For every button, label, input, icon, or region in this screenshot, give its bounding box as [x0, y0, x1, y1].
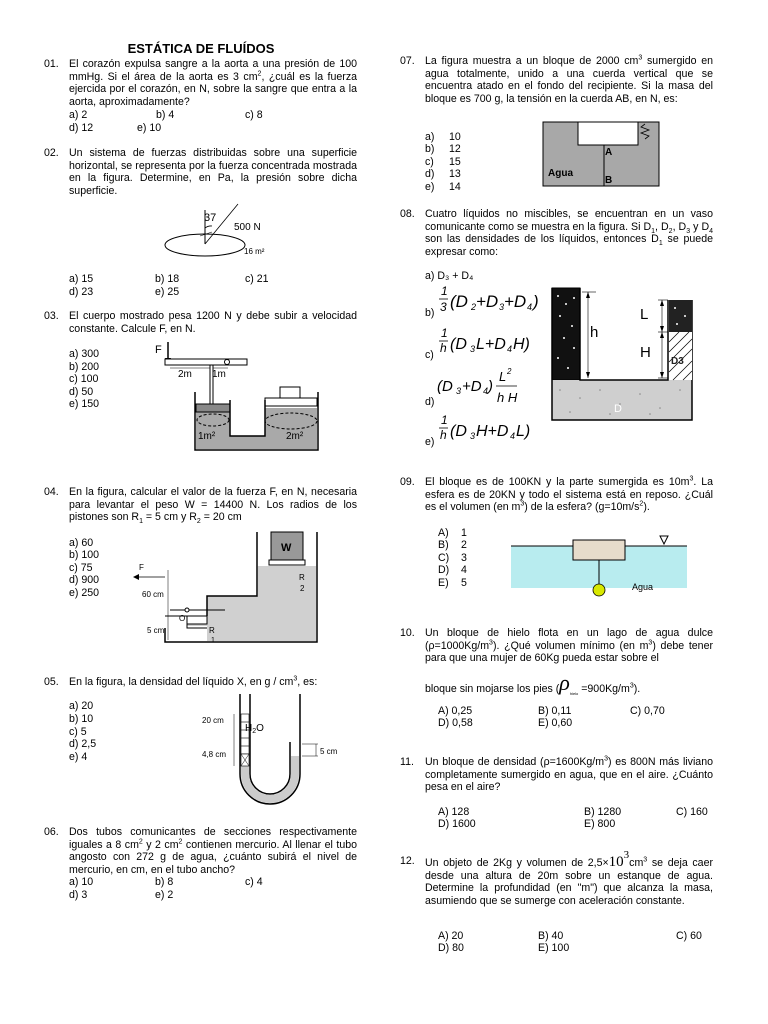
q04-hydraulic-lift-diagram: [125, 530, 325, 650]
option-c[interactable]: c) 4: [245, 876, 263, 888]
option-d[interactable]: D) 4: [438, 564, 467, 576]
distance-label: 5 cm: [147, 626, 165, 635]
option-e[interactable]: e) 10: [137, 122, 162, 134]
page-title: ESTÁTICA DE FLUÍDOS: [127, 41, 275, 56]
option-a[interactable]: A) 128: [438, 806, 470, 818]
distance-label: 1m: [212, 369, 226, 380]
option-e[interactable]: E) 0,60: [538, 717, 573, 729]
height-label: h: [590, 324, 599, 341]
svg-text:3: 3: [440, 300, 447, 314]
q08-communicating-vessel-diagram: [550, 286, 700, 424]
option-d[interactable]: d) 2,5: [69, 738, 97, 750]
option-d[interactable]: d) (D 3 +D 4 ) L 2 h H: [425, 367, 518, 408]
height-label: 4,8 cm: [202, 750, 227, 759]
question-text: En la figura, calcular el valor de la fuerza F, en N, necesaria para levantar el peso W = 14400 N. Los radios de los pistones son $R_1 = 5$ cm y $R_2 = 20$ cm: [69, 486, 357, 526]
option-d[interactable]: d) 50: [69, 386, 94, 398]
svg-text:4: 4: [483, 386, 489, 396]
option-c[interactable]: C) 3: [438, 552, 467, 564]
option-c[interactable]: c) 100: [69, 373, 99, 385]
svg-text:L): L): [516, 423, 531, 440]
svg-text:2: 2: [507, 367, 512, 376]
question-text: Un sistema de fuerzas distribuidas sobre una superficie horizontal, se representa por la fuerza concentrada mostrada en la figura. Determine, en Pa, la presión sobre dicha superficie.: [69, 147, 357, 197]
option-b[interactable]: B) 2: [438, 539, 467, 551]
area-label: 2m²: [286, 431, 304, 442]
question-number: 05.: [44, 676, 59, 688]
svg-text:3: 3: [470, 431, 476, 441]
svg-text:H): H): [513, 336, 530, 353]
radius-label-sub: 2: [300, 584, 305, 593]
question-number: 11.: [400, 756, 414, 768]
question-number: 08.: [400, 208, 415, 220]
question-number: 09.: [400, 476, 415, 488]
question-text: Cuatro líquidos no miscibles, se encuentran en un vaso comunicante como se muestra en la figura. Si $D_1$, $D_2$, $D_3$ y $D_4$ son las densidades de los líquidos, entonces $D_1$ se puede expresar como:: [425, 208, 714, 258]
question-text: Un bloque de hielo flota en un lago de agua dulce $(\rho=1000Kg/m^3)$. ¿Qué volumen mínimo (en $m^3$) debe tener para que una mujer de 60Kg pueda estar sobre el: [425, 627, 713, 665]
pivot-label: O: [179, 614, 186, 623]
svg-text:2: 2: [471, 302, 477, 312]
option-a[interactable]: a) 15: [69, 273, 94, 285]
option-a[interactable]: A) 1: [438, 527, 467, 539]
svg-text:4: 4: [527, 302, 533, 312]
option-a[interactable]: a) 20: [69, 700, 94, 712]
option-c[interactable]: C) 60: [676, 930, 702, 942]
option-d[interactable]: d) 900: [69, 574, 100, 586]
option-e[interactable]: e) 150: [69, 398, 100, 410]
option-c[interactable]: c) 21: [245, 273, 269, 285]
question-text: Un objeto de 2Kg y volumen de $2,5\times 10^3cm^3$ se deja caer desde una altura de 20m sobre un estanque de agua. Determine la profundidad (en "m") que alcanza la masa, asumiendo que se sumerge con aceleración constante.: [425, 849, 713, 907]
option-d[interactable]: D) 1600: [438, 818, 476, 830]
svg-text:3: 3: [470, 344, 476, 354]
height-label: 20 cm: [202, 716, 224, 725]
svg-text:(D: (D: [450, 292, 468, 311]
question-text: El cuerpo mostrado pesa 1200 N y debe subir a velocidad constante. Calcule F, en N.: [69, 310, 357, 335]
q02-force-diagram: [160, 200, 270, 265]
option-e[interactable]: e) 14: [425, 181, 461, 193]
area-label: 16 m²: [244, 247, 265, 256]
svg-text:3: 3: [499, 302, 505, 312]
svg-text:): ): [488, 378, 493, 395]
question-number: 04.: [44, 486, 59, 498]
svg-text:4: 4: [510, 431, 516, 441]
area-label: 1m²: [198, 431, 216, 442]
option-d[interactable]: D) 0,58: [438, 717, 473, 729]
question-text: Dos tubos comunicantes de secciones respectivamente iguales a 8 $cm^2$ y 2 $cm^2$ contienen mercurio. Al llenar el tubo angosto con 272 g de agua, ¿cuánto subirá el nivel de mercurio, en cm, en el tubo ancho?: [69, 826, 357, 876]
svg-text:(D: (D: [437, 378, 453, 395]
q09-floating-block-diagram: [510, 534, 690, 604]
question-number: 06.: [44, 826, 59, 838]
option-a[interactable]: a) 10: [69, 876, 94, 888]
svg-text:+D: +D: [504, 292, 527, 311]
option-e[interactable]: e) 1 h (D 3 H+D 4 L): [425, 413, 531, 448]
option-d[interactable]: d) 13: [425, 168, 461, 180]
distance-label: 2m: [178, 369, 192, 380]
option-b[interactable]: B) 1280: [584, 806, 622, 818]
force-label: 500 N: [234, 222, 261, 233]
force-label: F: [139, 563, 144, 572]
point-label: B: [605, 175, 613, 186]
option-a[interactable]: a) 10: [425, 131, 461, 143]
option-d[interactable]: d) 23: [69, 286, 94, 298]
question-text: El bloque es de 100KN y la parte sumergida es $10m^3$. La esfera es de 20KN y todo el sistema está en reposo. ¿Cuál es el volumen (en $m^3$) de la esfera? $(g=10m/s^2)$.: [425, 475, 713, 514]
option-b[interactable]: b) 100: [69, 549, 100, 561]
option-c[interactable]: C) 160: [676, 806, 708, 818]
option-d[interactable]: D) 80: [438, 942, 464, 954]
question-text: La figura muestra a un bloque de 2000 $cm^3$ sumergido en agua totalmente, unido a una cuerda vertical que se encuentra atado en el fondo del recipiente. Si la masa del bloque es 700 g, la tensión en la cuerda AB, en N, es:: [425, 54, 713, 105]
option-b[interactable]: b) 1 3 (D 2 +D 3 +D 4 ): [425, 284, 539, 319]
question-number: 12.: [400, 855, 415, 867]
option-a[interactable]: a) 2: [69, 109, 88, 121]
svg-text:L+D: L+D: [476, 336, 506, 353]
q07-submerged-block-diagram: [542, 120, 662, 190]
option-e[interactable]: e) 25: [155, 286, 180, 298]
density-label: D: [614, 403, 622, 415]
option-b[interactable]: b) 12: [425, 143, 461, 155]
question-text: En la figura, la densidad del líquido X, en g / $cm^3$, es:: [69, 675, 318, 688]
option-b[interactable]: b) 10: [69, 713, 94, 725]
option-a[interactable]: A) 20: [438, 930, 464, 942]
q03-hydraulic-press-diagram: [150, 340, 325, 460]
option-b[interactable]: b) 8: [155, 876, 174, 888]
water-label: Agua: [632, 582, 654, 592]
point-label: A: [605, 147, 613, 158]
option-a[interactable]: a) 300: [69, 348, 100, 360]
question-text-cont: bloque sin mojarse los pies $(\rho_{hielo} =900Kg/m^3)$.: [425, 670, 641, 697]
question-number: 01.: [44, 58, 59, 70]
option-e[interactable]: e) 2: [155, 889, 174, 901]
radius-label: R: [209, 626, 215, 635]
option-b[interactable]: B) 0,11: [538, 705, 572, 717]
length-label: L: [640, 306, 649, 323]
option-e[interactable]: e) 250: [69, 587, 100, 599]
option-c[interactable]: c) 5: [69, 726, 87, 738]
liquid-label: $H_2O$: [245, 723, 264, 735]
svg-text:): ): [533, 292, 539, 311]
option-e[interactable]: E) 800: [584, 818, 616, 830]
svg-text:3: 3: [456, 386, 462, 396]
water-label: Agua: [548, 168, 573, 179]
question-text: El corazón expulsa sangre a la aorta a una presión de 100 mmHg. Si el área de la aorta es 3 $cm^2$, ¿cuál es la fuerza ejercida por el corazón, en N, sobre la sangre que entra a la aorta, aproximadamente?: [69, 58, 358, 108]
angle-label: 37: [204, 212, 217, 224]
option-a[interactable]: a) 60: [69, 537, 94, 549]
option-b[interactable]: b) 4: [156, 109, 175, 121]
svg-text:1: 1: [441, 284, 448, 298]
option-c[interactable]: C) 0,70: [630, 705, 665, 717]
question-number: 10.: [400, 627, 415, 639]
option-a[interactable]: A) 0,25: [438, 705, 473, 717]
svg-text:h: h: [440, 428, 447, 442]
option-a[interactable]: a) D₃ + D₄: [425, 270, 474, 282]
distance-label: 60 cm: [142, 590, 164, 599]
option-b[interactable]: b) 18: [155, 273, 180, 285]
height-label: 5 cm: [320, 747, 338, 756]
svg-text:1: 1: [441, 326, 448, 340]
svg-text:+D: +D: [462, 378, 482, 395]
question-number: 07.: [400, 55, 415, 67]
option-c[interactable]: c) 8: [245, 109, 263, 121]
svg-text:h: h: [440, 341, 447, 355]
height-label: H: [640, 344, 651, 361]
option-c[interactable]: c) 75: [69, 562, 93, 574]
svg-text:(D: (D: [450, 336, 467, 353]
radius-label-sub: 1: [211, 637, 215, 644]
svg-text:+D: +D: [476, 292, 499, 311]
question-number: 03.: [44, 310, 59, 322]
svg-text:h H: h H: [497, 390, 518, 405]
density-label: D3: [671, 356, 684, 367]
svg-text:1: 1: [441, 413, 448, 427]
option-e[interactable]: e) 4: [69, 751, 88, 763]
svg-text:4: 4: [507, 344, 513, 354]
option-b[interactable]: B) 40: [538, 930, 564, 942]
option-d[interactable]: d) 3: [69, 889, 88, 901]
svg-text:H+D: H+D: [476, 423, 509, 440]
weight-label: W: [281, 542, 292, 554]
svg-text:L: L: [499, 369, 507, 384]
option-b[interactable]: b) 200: [69, 361, 100, 373]
q05-u-tube-diagram: [200, 692, 350, 812]
option-c[interactable]: c) 1 h (D 3 L+D 4 H): [425, 326, 530, 361]
question-text: Un bloque de densidad $(\rho=1600Kg/m^3)$ es 800N más liviano completamente sumergido en agua, que en el aire. ¿Cuánto pesa en el aire?: [425, 755, 713, 794]
question-number: 02.: [44, 147, 59, 159]
option-d[interactable]: d) 12: [69, 122, 94, 134]
option-e[interactable]: E) 5: [438, 577, 467, 589]
force-label: F: [155, 344, 162, 356]
radius-label: R: [299, 573, 305, 582]
option-c[interactable]: c) 15: [425, 156, 461, 168]
rho-symbol: ρ: [559, 670, 570, 695]
option-e[interactable]: E) 100: [538, 942, 570, 954]
power-base: 10: [608, 854, 624, 870]
svg-text:(D: (D: [450, 423, 467, 440]
